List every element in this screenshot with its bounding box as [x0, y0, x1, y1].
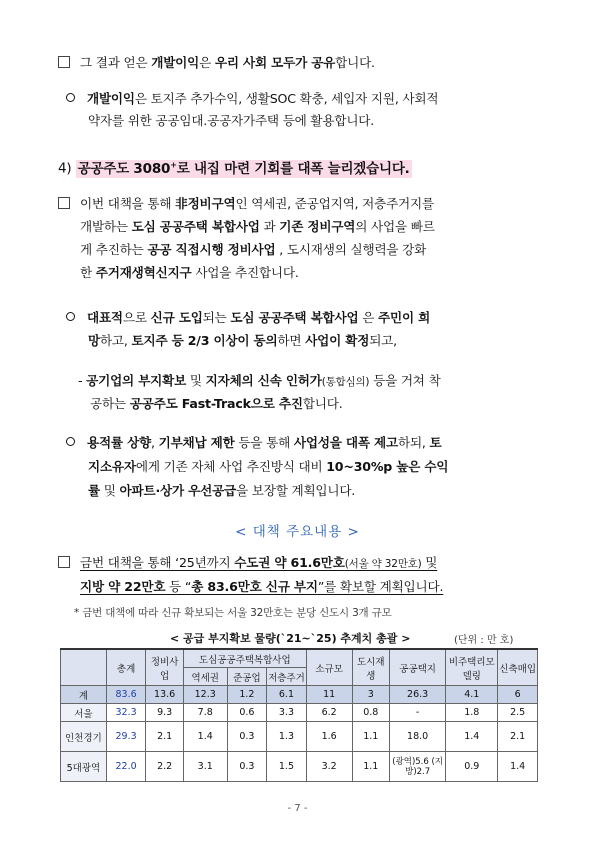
header-new-purchase: 신축매입 [498, 649, 538, 686]
square-bullet-icon [58, 556, 70, 568]
paragraph-representative: 대표적으로 신규 도입되는 도심 공공주택 복합사업 은 주민이 희 [66, 309, 430, 327]
header-complex: 도심공공주택복합사업 [183, 649, 306, 668]
paragraph-policy-line3: 게 추진하는 공공 직접시행 정비사업 , 도시재생의 실행력을 강화 [80, 242, 427, 257]
paragraph-policy-line4: 한 주거재생혁신지구 사업을 추진합니다. [80, 265, 299, 280]
header-station-area: 역세권 [183, 668, 227, 686]
paragraph-policy-line2: 개발하는 도심 공공주택 복합사업 과 기존 정비구역의 사업을 빠르 [80, 219, 435, 234]
supply-table [60, 648, 538, 782]
paragraph-supply: 금번 대책을 통해 ‘25년까지 수도권 약 61.6만호(서울 약 32만호) 및 [58, 554, 437, 573]
table-row: 인천경기 29.3 2.1 1.4 0.3 1.3 1.6 1.1 18.0 1.4 2.1 [61, 722, 538, 752]
paragraph-fast-track-line2: 공하는 공공주도 Fast-Track으로 추진합니다. [90, 396, 343, 411]
paragraph-policy: 이번 대책을 통해 非정비구역인 역세권, 준공업지역, 저층주거지를 [58, 195, 434, 213]
paragraph-supply-line2: 지방 약 22만호 등 “총 83.6만호 신규 부지”를 확보할 계획입니다. [80, 579, 444, 594]
paragraph-incentive-line2: 지소유자에게 기존 자체 사업 추진방식 대비 10~30%p 높은 수익 [88, 459, 449, 474]
header-regen: 도시재생 [352, 649, 389, 686]
summary-title: < 대책 주요내용 > [235, 524, 360, 540]
circle-bullet-icon [66, 93, 75, 102]
header-blank [61, 649, 107, 686]
header-non-residential: 비주택리모델링 [446, 649, 498, 686]
table-unit: (단위 : 만 호) [454, 635, 514, 646]
paragraph-dev-profit-line2: 약자를 위한 공공임대.공공자가주택 등에 활용합니다. [88, 113, 375, 128]
table-title: < 공급 부지확보 물량(`21~`25) 추계치 총괄 > [170, 632, 411, 645]
circle-bullet-icon [66, 437, 75, 446]
table-row: 5대광역 22.0 2.2 3.1 0.3 1.5 3.2 1.1 (광역)5.6 (지방)2.7 0.9 1.4 [61, 752, 538, 782]
header-low-rise: 저층주거 [267, 668, 307, 686]
header-small: 소규모 [306, 649, 352, 686]
paragraph-incentive: 용적률 상향, 기부채납 제한 등을 통해 사업성을 대폭 제고하되, 토 [66, 434, 442, 452]
header-public-land: 공공택지 [390, 649, 446, 686]
paragraph-result: 그 결과 얻은 개발이익은 우리 사회 모두가 공유합니다. [58, 54, 375, 72]
header-total: 총계 [106, 649, 146, 686]
paragraph-representative-line2: 망하고, 토지주 등 2/3 이상이 동의하면 사업이 확정되고, [88, 333, 397, 348]
table-row: 계 83.6 13.6 12.3 1.2 6.1 11 3 26.3 4.1 6 [61, 686, 538, 704]
paragraph-dev-profit: 개발이익은 토지주 추가수익, 생활SOC 확충, 세입자 지원, 사회적 [66, 90, 438, 108]
page-number: - 7 - [287, 803, 308, 814]
square-bullet-icon [58, 56, 70, 68]
table-row: 서울 32.3 9.3 7.8 0.6 3.3 6.2 0.8 - 1.8 2.5 [61, 704, 538, 722]
paragraph-incentive-line3: 률 및 아파트·상가 우선공급을 보장할 계획입니다. [88, 483, 356, 498]
header-maintenance: 정비사업 [146, 649, 183, 686]
square-bullet-icon [58, 197, 70, 209]
footnote: * 금번 대책에 따라 신규 확보되는 서울 32만호는 분당 신도시 3개 규모 [74, 607, 392, 619]
section-heading-4: 4) 공공주도 3080+로 내집 마련 기회를 대폭 늘리겠습니다. [58, 160, 410, 177]
circle-bullet-icon [66, 312, 75, 321]
paragraph-fast-track: - 공기업의 부지확보 및 지자체의 신속 인허가(통합심의) 등을 거쳐 착 [78, 373, 441, 388]
header-semi-industrial: 준공업 [227, 668, 267, 686]
